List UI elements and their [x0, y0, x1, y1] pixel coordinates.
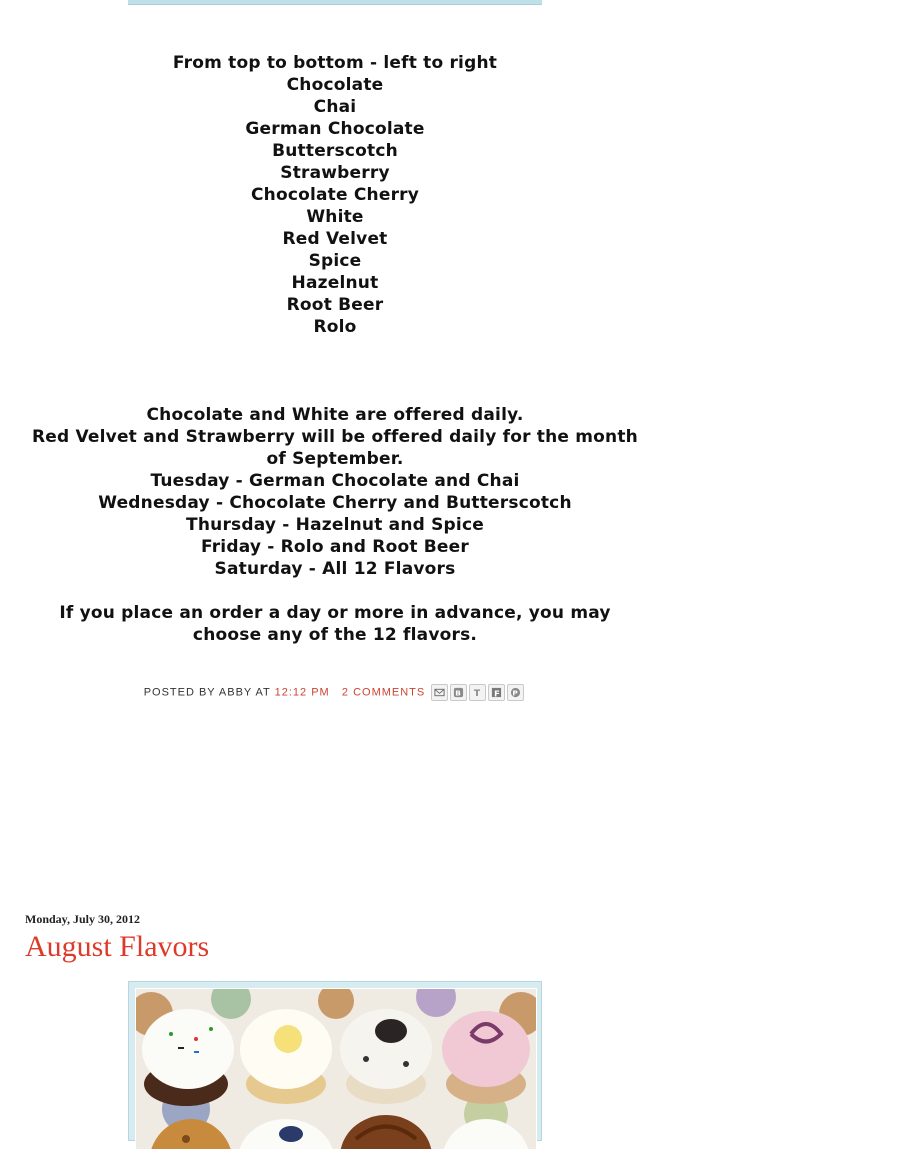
svg-text:B: B: [455, 688, 463, 698]
svg-text:f: f: [494, 688, 501, 698]
flavor-item: German Chocolate: [245, 119, 425, 139]
flavor-item: White: [306, 207, 364, 227]
schedule-line: Wednesday - Chocolate Cherry and Butterscotch: [98, 493, 572, 513]
post-footer: [0, 684, 670, 701]
schedule-line: Red Velvet and Strawberry will be offered daily for the month of September.: [31, 427, 638, 469]
flavor-item: Root Beer: [286, 295, 384, 315]
svg-text:t: t: [474, 688, 482, 698]
flavor-item: Chocolate: [286, 75, 384, 95]
twitter-icon[interactable]: [469, 684, 486, 701]
schedule-line: Thursday - Hazelnut and Spice: [186, 515, 484, 535]
post-author: ABBY: [218, 686, 253, 699]
previous-post-image-frame: [128, 0, 542, 5]
schedule-line: Chocolate and White are offered daily.: [146, 405, 524, 425]
flavor-item: Strawberry: [280, 163, 390, 183]
post-title-link[interactable]: August Flavors: [25, 930, 210, 963]
order-note: If you place an order a day or more in advance, you may choose any of the 12 flavors.: [59, 603, 611, 645]
pinterest-icon[interactable]: [507, 684, 524, 701]
email-icon[interactable]: [431, 684, 448, 701]
schedule-line: Tuesday - German Chocolate and Chai: [150, 471, 520, 491]
schedule-line: Saturday - All 12 Flavors: [214, 559, 456, 579]
flavor-item: Spice: [308, 251, 362, 271]
post-body: [25, 52, 645, 646]
flavor-item: Butterscotch: [272, 141, 398, 161]
cupcakes-photo[interactable]: [135, 988, 537, 1150]
flavor-list-intro: From top to bottom - left to right: [172, 53, 498, 73]
flavor-item: Hazelnut: [291, 273, 379, 293]
flavor-item: Chocolate Cherry: [250, 185, 420, 205]
flavor-item: Rolo: [313, 317, 357, 337]
comments-link[interactable]: 2 COMMENTS: [341, 686, 426, 699]
post-image-frame: [128, 981, 542, 1141]
post-timestamp-link[interactable]: 12:12 PM: [274, 686, 330, 699]
facebook-icon[interactable]: [488, 684, 505, 701]
at-label: AT: [255, 686, 271, 699]
flavor-item: Chai: [313, 97, 357, 117]
blogger-icon[interactable]: [450, 684, 467, 701]
date-header: Monday, July 30, 2012: [25, 912, 141, 926]
schedule-line: Friday - Rolo and Root Beer: [201, 537, 469, 557]
share-buttons: [431, 684, 526, 701]
flavor-item: Red Velvet: [282, 229, 388, 249]
posted-by-label: POSTED BY: [143, 686, 216, 699]
svg-text:P: P: [512, 688, 519, 698]
